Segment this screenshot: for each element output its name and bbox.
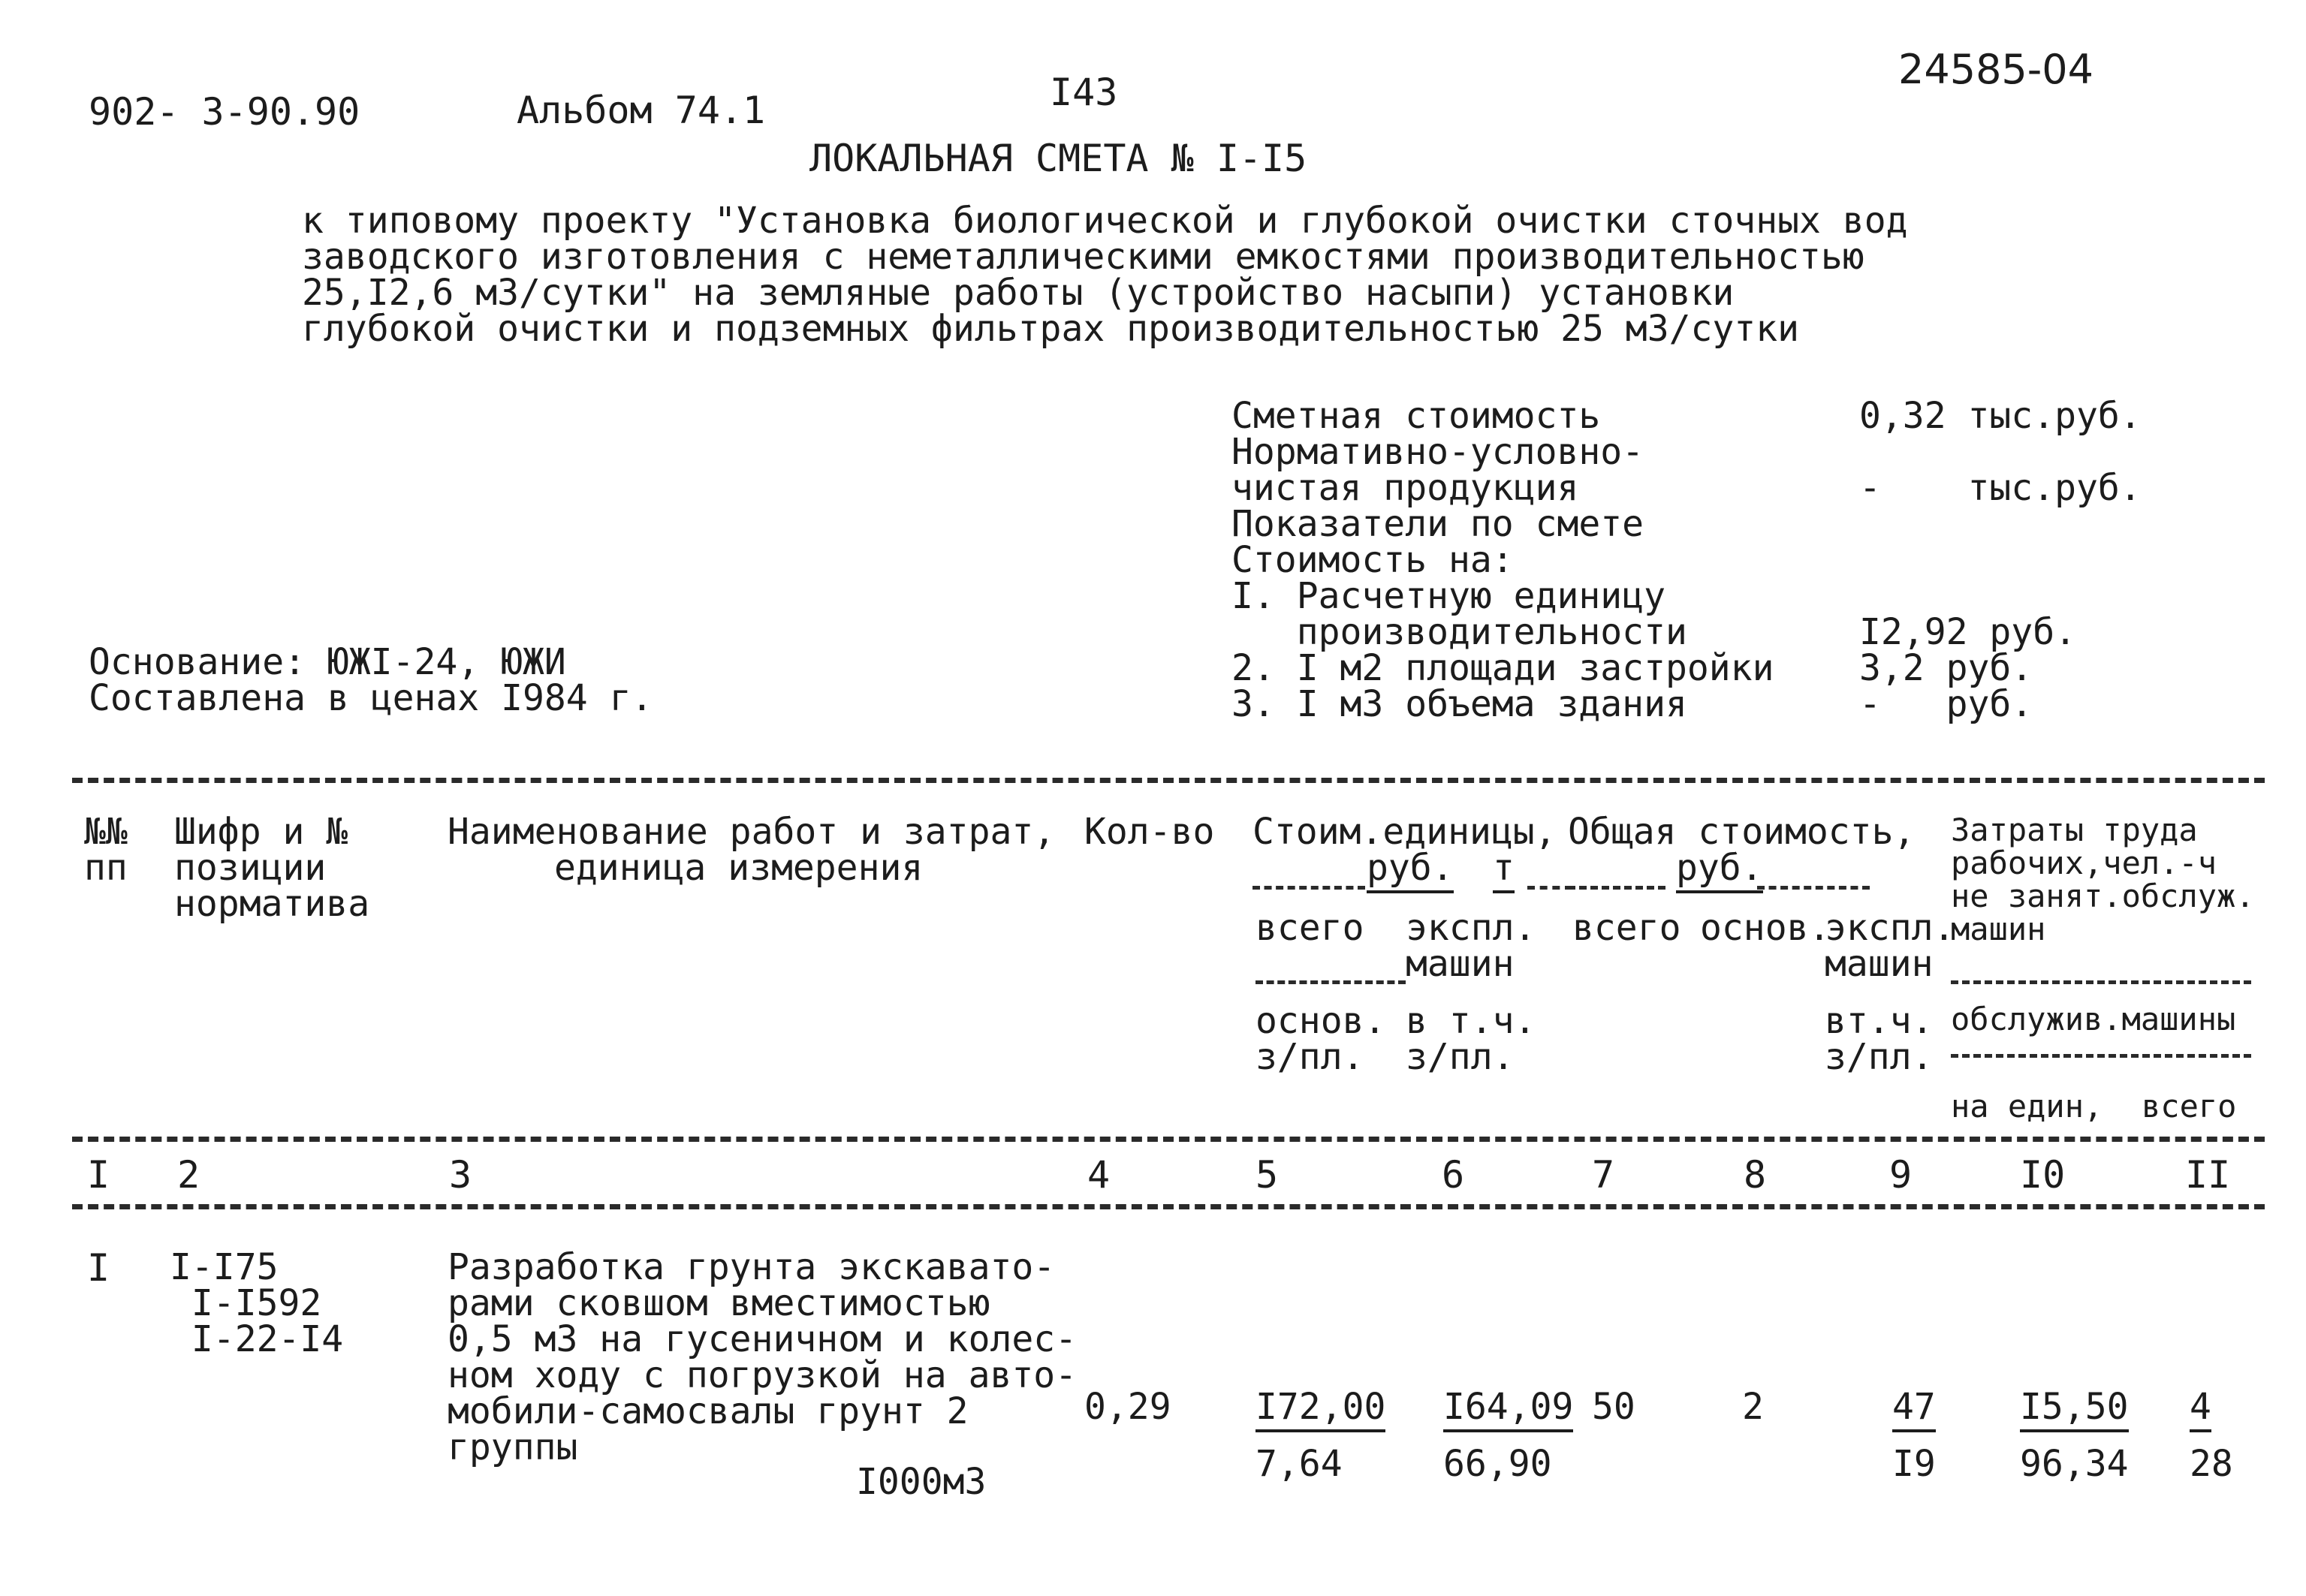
unit-cost-rub: руб.: [1367, 850, 1454, 886]
summary-label: Сметная стоимость: [1231, 395, 1601, 437]
column-number: 4: [1087, 1153, 1111, 1197]
header-dash: [1252, 886, 1365, 890]
column-number: 2: [177, 1153, 200, 1197]
price-base-line: Составлена в ценах I984 г.: [89, 677, 653, 719]
per-m3-value: - руб.: [1859, 683, 2033, 725]
summary-label: Нормативно-условно-: [1231, 431, 1644, 473]
row-labor-machine-total: 28: [2190, 1443, 2233, 1485]
column-number: II: [2185, 1153, 2231, 1197]
summary-label: чистая продукция: [1231, 467, 1579, 509]
header-rule: [72, 1137, 2265, 1142]
row-machine-total: 47: [1892, 1389, 1936, 1425]
row-total-cost: 50: [1592, 1386, 1635, 1428]
header-dash: [1255, 980, 1406, 984]
summary-label: 2. I м2 площади застройки: [1231, 647, 1774, 689]
per-m2-value: 3,2 руб.: [1859, 647, 2033, 689]
album-label: Альбом 74.1: [517, 89, 766, 132]
summary-label: Показатели по смете: [1231, 503, 1644, 545]
per-unit-value: I2,92 руб.: [1859, 611, 2076, 653]
summary-label: производительности: [1231, 611, 1687, 653]
column-number: 7: [1592, 1153, 1615, 1197]
col5-total: всего: [1255, 907, 1364, 949]
col-header-labor: Затраты труда рабочих,чел.-ч не занят.обслуж. машин: [1951, 812, 2255, 947]
row-quantity: 0,29: [1084, 1386, 1171, 1428]
col5-base-wage: основ. з/пл.: [1255, 1000, 1386, 1078]
col-header-machine-service: обслужив.машины: [1951, 1001, 2236, 1037]
column-number: 6: [1442, 1153, 1465, 1197]
col-header-total-cost: Общая стоимость,: [1568, 811, 1916, 853]
row-labor-per-unit: I5,50: [2020, 1389, 2129, 1425]
row-unit-cost-wage: 7,64: [1255, 1443, 1343, 1485]
page-title: ЛОКАЛЬНАЯ СМЕТА № I-I5: [809, 137, 1307, 180]
description-line: глубокой очистки и подземных фильтрах производительностью 25 м3/сутки: [302, 308, 1799, 350]
col7-total: всего: [1572, 907, 1681, 949]
header-dash: [1527, 886, 1572, 890]
table-top-rule: [72, 778, 2265, 783]
summary-label: I. Расчетную единицу: [1231, 575, 1665, 617]
document-code: 902- 3-90.90: [89, 90, 360, 134]
unit-cost-t: т: [1493, 850, 1515, 886]
row-machine-cost: I64,09: [1443, 1389, 1573, 1425]
net-product-value: - тыс.руб.: [1859, 467, 2142, 509]
summary-label: Стоимость на:: [1231, 539, 1514, 581]
basis-line: Основание: ЮЖI-24, ЮЖИ: [89, 641, 566, 683]
col-header-unit: единица измерения: [554, 847, 924, 889]
row-labor-total: 4: [2190, 1389, 2211, 1425]
col-header-name: Наименование работ и затрат,: [448, 811, 1056, 853]
column-number: 9: [1889, 1153, 1913, 1197]
col9-machines: экспл. машин: [1825, 907, 1955, 985]
description-line: 25,I2,6 м3/сутки" на земляные работы (устройство насыпи) установки: [302, 272, 1735, 314]
row-unit-cost-total: I72,00: [1255, 1389, 1385, 1425]
column-numbers-rule: [72, 1204, 2265, 1209]
col-header-code: Шифр и № позиции норматива: [174, 811, 370, 925]
column-number: 5: [1255, 1153, 1279, 1197]
row-base-wage-total: 2: [1742, 1386, 1764, 1428]
estimated-cost-value: 0,32 тыс.руб.: [1859, 395, 2142, 437]
header-dash: [1951, 1054, 2251, 1058]
row-machine-total-wage: I9: [1892, 1443, 1936, 1485]
column-number: I: [87, 1153, 110, 1197]
page-number: I43: [1050, 71, 1118, 114]
row-number: I: [87, 1246, 110, 1290]
col10-per-unit: на един,: [1951, 1088, 2103, 1125]
col6-incl-wage: в т.ч. з/пл.: [1406, 1000, 1536, 1078]
col-header-qty: Кол-во: [1084, 811, 1215, 853]
header-dash: [1951, 980, 2251, 984]
col11-total: всего: [2142, 1088, 2237, 1125]
description-line: к типовому проекту "Установка биологической и глубокой очистки сточных вод: [302, 200, 1908, 242]
col8-base: основ.: [1700, 907, 1831, 949]
column-number: 8: [1744, 1153, 1767, 1197]
row-machine-wage: 66,90: [1443, 1443, 1552, 1485]
total-cost-rub: руб.: [1676, 850, 1763, 886]
description-line: заводского изготовления с неметаллическими емкостями производительностью: [302, 236, 1864, 278]
row-unit: I000м3: [856, 1461, 987, 1503]
col9-incl-wage: вт.ч. з/пл.: [1825, 1000, 1934, 1078]
row-codes: I-I75 I-I592 I-22-I4: [170, 1246, 344, 1360]
registration-number: 24585-04: [1898, 46, 2093, 93]
header-dash: [1757, 886, 1870, 890]
col-header-unit-cost: Стоим.единицы,: [1252, 811, 1557, 853]
column-number: 3: [449, 1153, 472, 1197]
summary-label: 3. I м3 объема здания: [1231, 683, 1687, 725]
row-labor-machine-per-unit: 96,34: [2020, 1443, 2129, 1485]
header-dash: [1568, 886, 1665, 890]
col6-machines: экспл. машин: [1406, 907, 1536, 985]
column-number: I0: [2020, 1153, 2066, 1197]
col-header-number: №№ пп: [84, 811, 128, 889]
row-work-name: Разработка грунта экскавато- рами сковшом вместимостью 0,5 м3 на гусеничном и колес- ном ходу с погрузкой на авто- мобили-самосвалы грунт 2 группы: [448, 1246, 1078, 1468]
